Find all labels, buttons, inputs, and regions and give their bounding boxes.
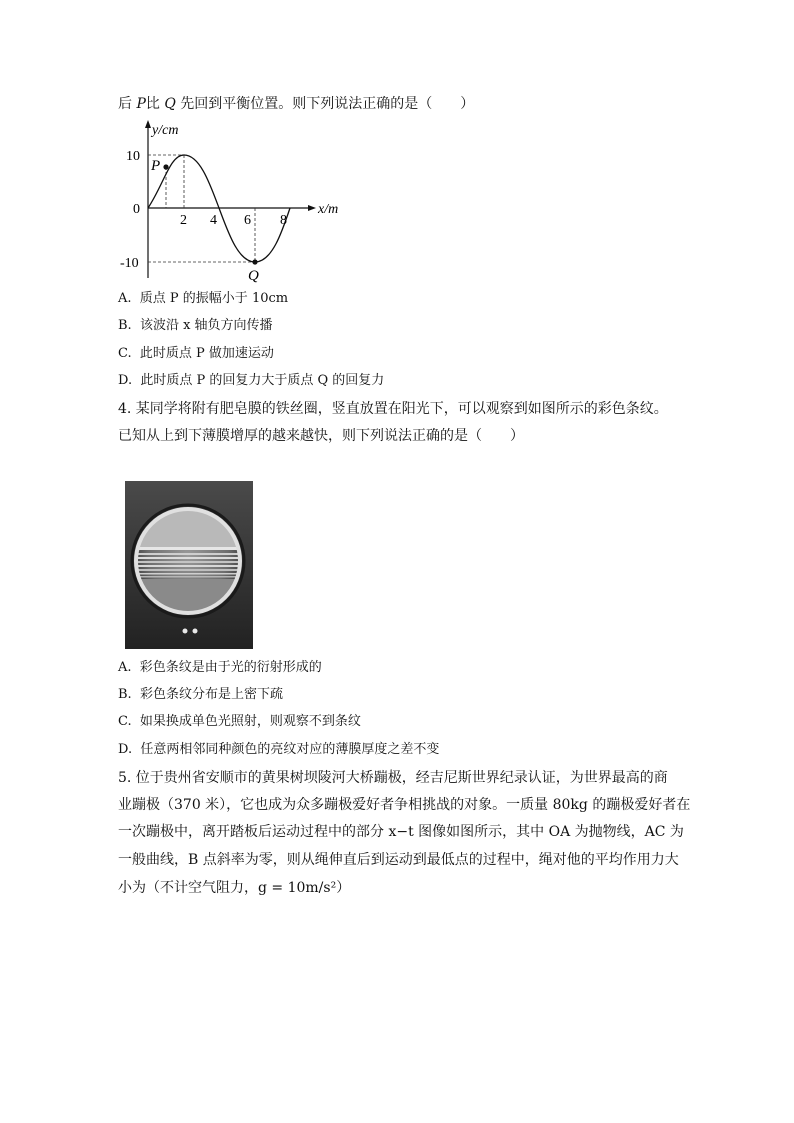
x-axis-label: x/m: [318, 202, 339, 217]
y-axis-arrow: [145, 120, 151, 128]
q3-option-a: A. 质点 P 的振幅小于 10cm: [118, 291, 289, 306]
q5-stem-line2: 业蹦极（370 米），它也成为众多蹦极爱好者争相挑战的对象。一质量 80kg 的蹦极爱好者在: [118, 797, 691, 813]
q3-option-b: B. 该波沿 x 轴负方向传播: [118, 318, 273, 333]
q4-stem-line2: 已知从上到下薄膜增厚的越来越快，则下列说法正确的是（ ）: [118, 428, 524, 444]
x-tick-8: 8: [280, 213, 287, 228]
q3-intro-pre: 后: [118, 96, 137, 112]
y-bottom-label: -10: [120, 256, 139, 271]
x-tick-6: 6: [244, 213, 251, 228]
q4-option-d: D. 任意两相邻同种颜色的亮纹对应的薄膜厚度之差不变: [118, 742, 440, 757]
q4-option-b: B. 彩色条纹分布是上密下疏: [118, 687, 283, 702]
q3-option-d: D. 此时质点 P 的回复力大于质点 Q 的回复力: [118, 373, 385, 388]
q3-intro-post: 先回到平衡位置。则下列说法正确的是（ ）: [175, 96, 475, 112]
q5-stem-line4: 一般曲线，B 点斜率为零，则从绳伸直后到运动到最低点的过程中，绳对他的平均作用力大: [118, 852, 679, 868]
q3-intro-p: P: [136, 96, 146, 112]
y-axis-label: y/cm: [152, 123, 179, 138]
x-axis-arrow: [308, 205, 316, 211]
point-q-dot: [252, 259, 257, 264]
point-p-label: P: [151, 158, 161, 174]
q3-intro-q: Q: [164, 96, 176, 112]
q5-stem-line1: 5. 位于贵州省安顺市的黄果树坝陵河大桥蹦极，经吉尼斯世界纪录认证，为世界最高的商: [118, 770, 668, 786]
y-top-label: 10: [126, 149, 140, 164]
q3-intro: [118, 94, 474, 114]
wave-graph: [118, 118, 358, 283]
x-tick-4: 4: [210, 213, 217, 228]
x-tick-2: 2: [180, 213, 187, 228]
q4-option-a: A. 彩色条纹是由于光的衍射形成的: [118, 660, 322, 675]
q4-stem-line1: 4. 某同学将附有肥皂膜的铁丝圈，竖直放置在阳光下，可以观察到如图所示的彩色条纹。: [118, 401, 668, 417]
q4-option-c: C. 如果换成单色光照射，则观察不到条纹: [118, 714, 361, 729]
origin-label: 0: [133, 202, 140, 217]
soap-film-photo: [125, 481, 253, 649]
point-p-dot: [163, 164, 168, 169]
q5-stem-line5: 小为（不计空气阻力，g = 10m/s²）: [118, 880, 351, 896]
point-q-label: Q: [248, 268, 259, 283]
q3-intro-mid: 比: [145, 96, 165, 112]
q3-option-c: C. 此时质点 P 做加速运动: [118, 346, 274, 361]
q5-stem-line3: 一次蹦极中，离开踏板后运动过程中的部分 x−t 图像如图所示，其中 OA 为抛物线，AC 为: [118, 824, 684, 840]
